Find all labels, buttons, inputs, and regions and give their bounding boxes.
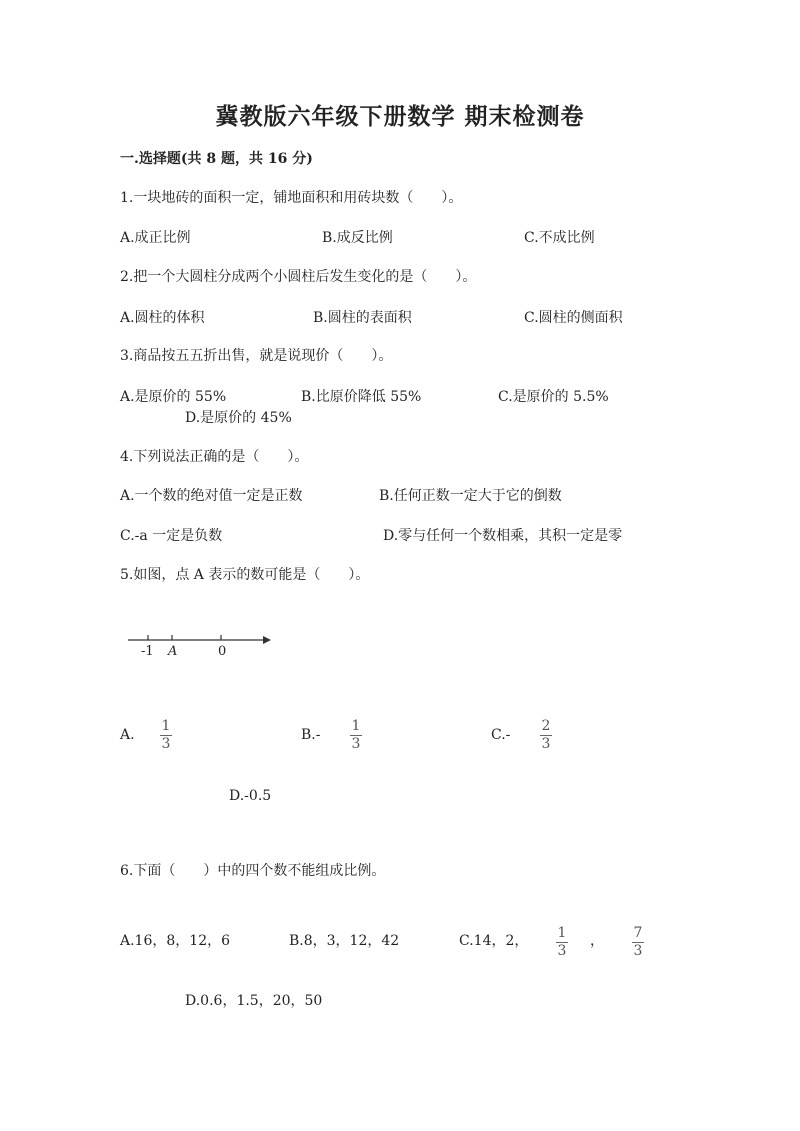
question-2-option-c: C.圆柱的侧面积 [524, 310, 623, 326]
fraction-c [540, 719, 552, 752]
label-zero: 0 [218, 644, 227, 659]
fraction-c-denominator: 3 [541, 736, 551, 752]
question-3-stem: 3.商品按五五折出售，就是说现价（ ）。 [120, 348, 393, 364]
fraction-a-denominator: 3 [161, 736, 171, 752]
question-4-option-d: D.零与任何一个数相乘，其积一定是零 [383, 528, 623, 544]
question-4-option-a: A.一个数的绝对值一定是正数 [120, 488, 303, 504]
question-2-option-a: A.圆柱的体积 [120, 310, 205, 326]
fraction-b-denominator: 3 [351, 736, 361, 752]
fraction-c-numerator: 2 [541, 718, 551, 734]
fraction-c1-numerator: 1 [557, 925, 567, 941]
fraction-c2-denominator: 3 [633, 943, 643, 959]
label-a: A [168, 644, 178, 659]
question-1-option-a: A.成正比例 [120, 230, 191, 246]
question-5-option-a: A. [120, 727, 135, 743]
section-heading: 一.选择题(共 8 题，共 16 分) [120, 151, 313, 167]
fraction-b-numerator: 1 [351, 718, 361, 734]
question-5-option-c: C.- [491, 727, 511, 743]
question-4-option-b: B.任何正数一定大于它的倒数 [379, 488, 562, 504]
question-4-stem: 4.下列说法正确的是（ ）。 [120, 449, 309, 465]
fraction-b [350, 719, 362, 752]
question-6-option-a: A.16，8，12，6 [120, 933, 231, 949]
question-3-option-a: A.是原价的 55% [120, 389, 227, 405]
page-title: 冀教版六年级下册数学 期末检测卷 [215, 103, 585, 130]
question-4-option-c: C.-a 一定是负数 [120, 528, 223, 544]
question-3-option-c: C.是原价的 5.5% [498, 389, 609, 405]
question-3-option-d: D.是原价的 45% [185, 410, 292, 426]
question-6-option-c: C.14，2， [459, 933, 529, 949]
question-5-option-b: B.- [301, 727, 321, 743]
label-neg1: -1 [141, 644, 154, 659]
question-1-stem: 1.一块地砖的面积一定，铺地面积和用砖块数（ ）。 [120, 190, 463, 206]
fraction-c2-numerator: 7 [633, 925, 643, 941]
number-line-arrow [263, 636, 271, 644]
question-1-option-c: C.不成比例 [524, 230, 595, 246]
question-5-option-d: D.-0.5 [229, 788, 272, 804]
question-6-option-b: B.8，3，12，42 [289, 933, 400, 949]
question-6-separator: ， [590, 933, 604, 949]
question-2-option-b: B.圆柱的表面积 [313, 310, 412, 326]
fraction-a-numerator: 1 [161, 718, 171, 734]
fraction-c1-denominator: 3 [557, 943, 567, 959]
question-6-option-d: D.0.6，1.5，20，50 [185, 993, 323, 1009]
question-3-option-b: B.比原价降低 55% [301, 389, 422, 405]
fraction-c2 [632, 926, 644, 959]
question-2-stem: 2.把一个大圆柱分成两个小圆柱后发生变化的是（ ）。 [120, 269, 477, 285]
fraction-c1 [556, 926, 568, 959]
question-5-stem: 5.如图，点 A 表示的数可能是（ ）。 [120, 567, 370, 583]
fraction-a [160, 719, 172, 752]
question-6-stem: 6.下面（ ）中的四个数不能组成比例。 [120, 863, 386, 879]
question-1-option-b: B.成反比例 [322, 230, 393, 246]
